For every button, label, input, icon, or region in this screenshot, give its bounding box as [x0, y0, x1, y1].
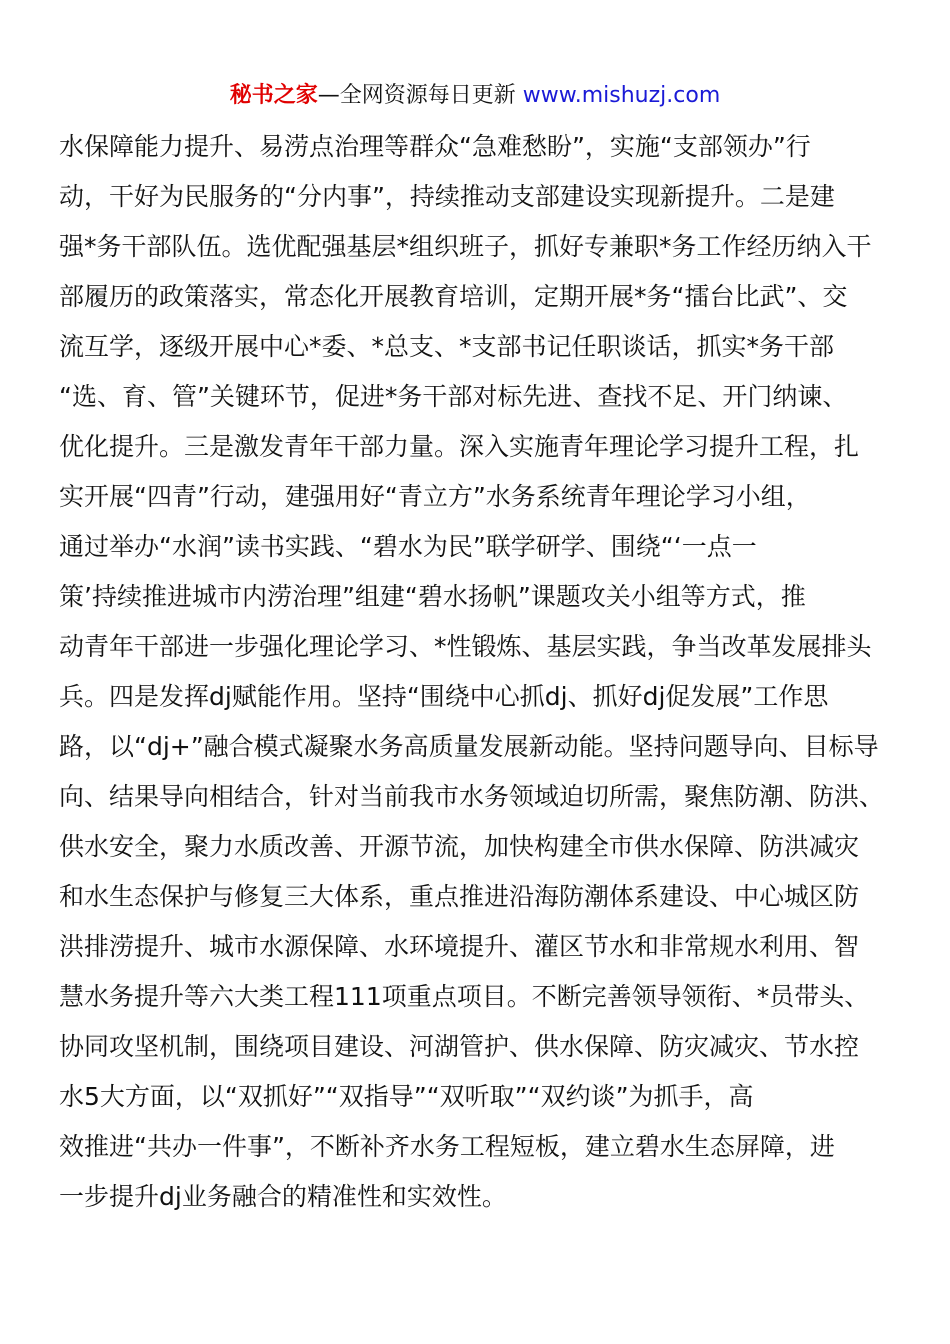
body-paragraph [59, 122, 899, 1222]
text-line: 实开展“四青”行动，建强用好“青立方”水务系统青年理论学习小组， [59, 482, 811, 511]
text-line: 策’持续推进城市内涝治理”组建“碧水扬帆”课题攻关小组等方式，推 [59, 582, 806, 611]
text-line: 流互学，逐级开展中心*委、*总支、*支部书记任职谈话，抓实*务干部 [59, 332, 835, 361]
text-line: 供水安全，聚力水质改善、开源节流，加快构建全市供水保障、防洪减灾 [59, 832, 860, 861]
website-link[interactable]: www.mishuzj.com [522, 83, 721, 108]
text-line: 通过举办“水润”读书实践、“碧水为民”联学研学、围绕“‘一点一 [59, 532, 757, 561]
text-line: 优化提升。三是激发青年干部力量。深入实施青年理论学习提升工程，扎 [59, 432, 860, 461]
text-line: 路，以“dj+”融合模式凝聚水务高质量发展新动能。坚持问题导向、目标导 [59, 732, 879, 761]
text-line: 向、结果导向相结合，针对当前我市水务领域迫切所需，聚焦防潮、防洪、 [59, 782, 885, 811]
text-line: 和水生态保护与修复三大体系，重点推进沿海防潮体系建设、中心城区防 [59, 882, 860, 911]
text-line: 慧水务提升等六大类工程111项重点项目。不断完善领导领衔、*员带头、 [59, 982, 870, 1011]
text-line: 效推进“共办一件事”，不断补齐水务工程短板，建立碧水生态屏障，进 [59, 1132, 835, 1161]
text-line: 水5大方面，以“双抓好”“双指导”“双听取”“双约谈”为抓手，高 [59, 1082, 754, 1111]
text-line: 强*务干部队伍。选优配强基层*组织班子，抓好专兼职*务工作经历纳入干 [59, 232, 872, 261]
text-line: 部履历的政策落实，常态化开展教育培训，定期开展*务“擂台比武”、交 [59, 282, 848, 311]
text-line: 洪排涝提升、城市水源保障、水环境提升、灌区节水和非常规水利用、智 [59, 932, 860, 961]
text-line: 协同攻坚机制，围绕项目建设、河湖管护、供水保障、防灾减灾、节水控 [59, 1032, 860, 1061]
page-header [0, 80, 950, 112]
text-line: “选、育、管”关键环节，促进*务干部对标先进、查找不足、开门纳谏、 [59, 382, 848, 411]
text-line: 兵。四是发挥dj赋能作用。坚持“围绕中心抓dj、抓好dj促发展”工作思 [59, 682, 829, 711]
header-tagline: —全网资源每日更新 [317, 83, 516, 108]
text-line: 水保障能力提升、易涝点治理等群众“急难愁盼”，实施“支部领办”行 [59, 132, 811, 161]
text-line: 动青年干部进一步强化理论学习、*性锻炼、基层实践，争当改革发展排头 [59, 632, 872, 661]
brand-name: 秘书之家 [229, 83, 318, 108]
text-line: 动，干好为民服务的“分内事”，持续推动支部建设实现新提升。二是建 [59, 182, 835, 211]
text-line: 一步提升dj业务融合的精准性和实效性。 [59, 1182, 507, 1211]
